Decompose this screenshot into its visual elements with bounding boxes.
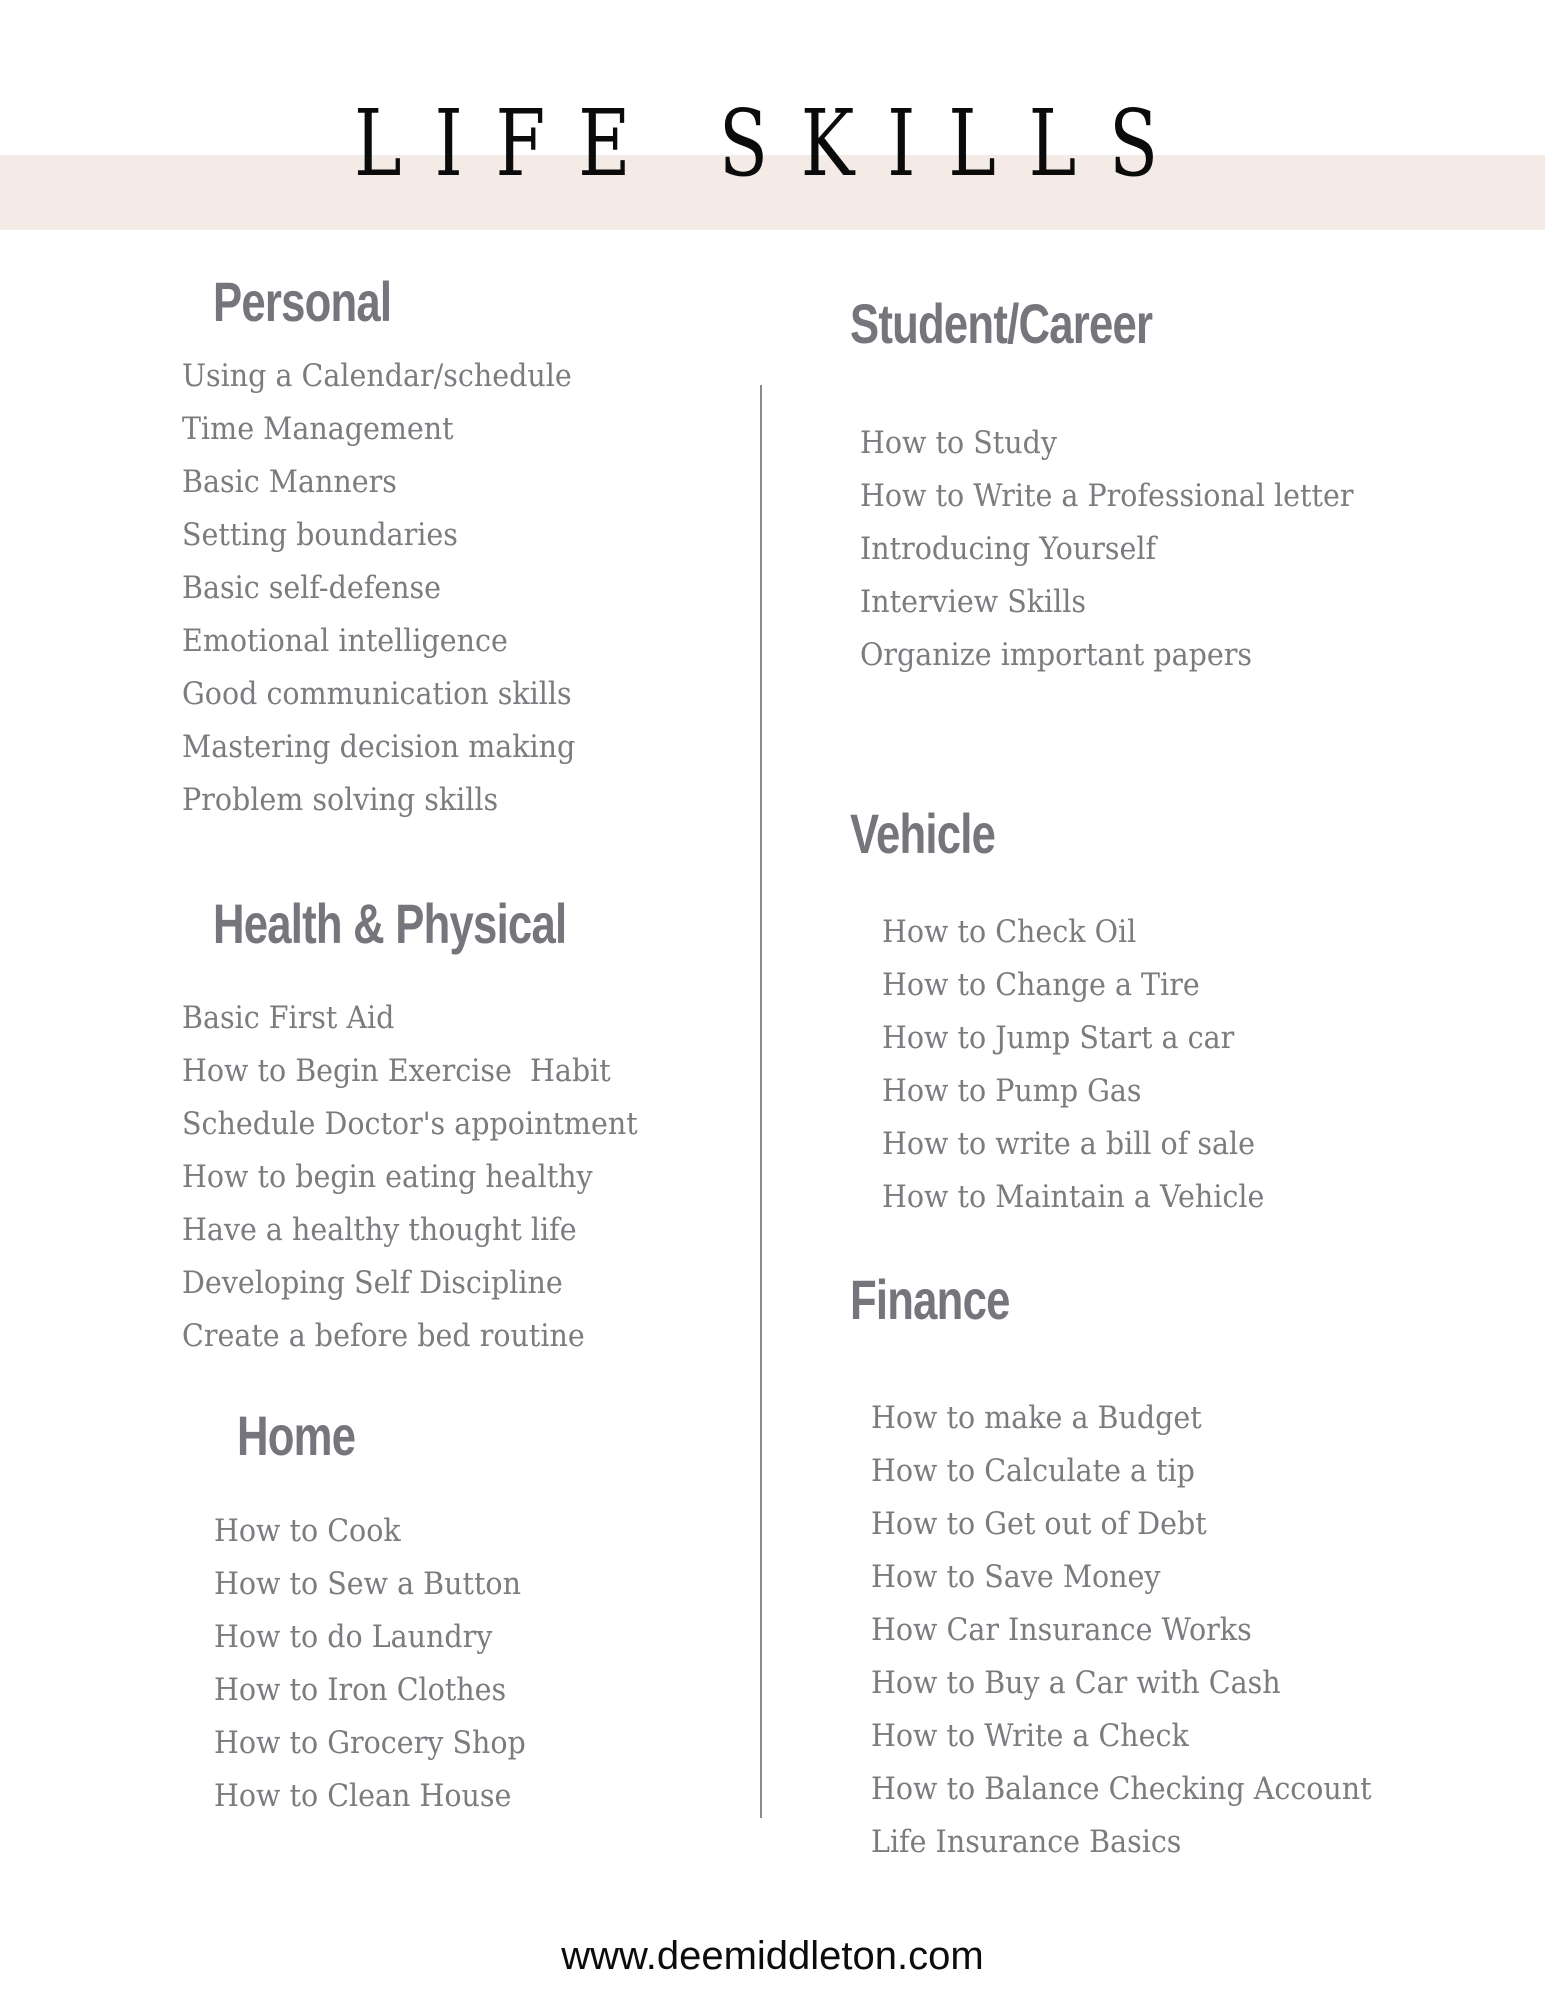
list-item: How to make a Budget [871,1400,1202,1436]
list-item: Basic Manners [182,464,397,500]
list-item: Life Insurance Basics [871,1824,1182,1860]
page-title: LIFE SKILLS [354,90,1191,197]
list-item: How to Pump Gas [882,1073,1142,1109]
list-item: How to Cook [214,1513,401,1549]
section-heading-career: Student/Career [850,292,1153,355]
list-item: How to Study [860,425,1057,461]
list-item: Problem solving skills [182,782,499,818]
list-item: How to Iron Clothes [214,1672,507,1708]
list-item: Good communication skills [182,676,572,712]
list-item: How to Jump Start a car [882,1020,1235,1056]
list-health [182,992,677,1363]
list-item: Time Management [182,411,454,447]
list-item: How to Check Oil [882,914,1137,950]
list-item: How to Calculate a tip [871,1453,1195,1489]
list-item: How to Maintain a Vehicle [882,1179,1265,1215]
list-item: Interview Skills [860,584,1087,620]
list-item: How to begin eating healthy [182,1159,593,1195]
section-heading-health: Health & Physical [213,892,567,955]
list-item: Mastering decision making [182,729,576,765]
list-personal [182,350,610,827]
list-item: Developing Self Discipline [182,1265,563,1301]
list-vehicle [882,906,1298,1224]
list-item: How to Balance Checking Account [871,1771,1372,1807]
list-item: How to Grocery Shop [214,1725,526,1761]
list-item: Basic First Aid [182,1000,395,1036]
list-item: How to Begin Exercise Habit [182,1053,611,1089]
list-item: How to Write a Check [871,1718,1189,1754]
list-item: How to Write a Professional letter [860,478,1354,514]
list-item: Introducing Yourself [860,531,1157,567]
section-heading-home: Home [237,1404,356,1467]
section-heading-vehicle: Vehicle [850,802,996,865]
section-heading-personal: Personal [213,270,392,333]
list-item: Create a before bed routine [182,1318,585,1354]
list-item: How to do Laundry [214,1619,493,1655]
section-heading-finance: Finance [850,1268,1010,1331]
list-item: How Car Insurance Works [871,1612,1252,1648]
list-item: Setting boundaries [182,517,458,553]
list-item: Using a Calendar/schedule [182,358,572,394]
list-item: How to Clean House [214,1778,512,1814]
list-finance [871,1392,1415,1869]
list-item: How to Get out of Debt [871,1506,1207,1542]
list-item: How to Buy a Car with Cash [871,1665,1281,1701]
list-item: How to Change a Tire [882,967,1200,1003]
column-divider [760,385,762,1818]
list-item: How to write a bill of sale [882,1126,1255,1162]
list-item: Have a healthy thought life [182,1212,577,1248]
list-item: Organize important papers [860,637,1252,673]
list-item: Basic self-defense [182,570,442,606]
list-item: Emotional intelligence [182,623,508,659]
list-home [214,1505,553,1823]
footer-website-url[interactable]: www.deemiddleton.com [561,1934,984,1978]
list-career [860,417,1396,682]
list-item: How to Sew a Button [214,1566,521,1602]
list-item: How to Save Money [871,1559,1161,1595]
list-item: Schedule Doctor's appointment [182,1106,638,1142]
